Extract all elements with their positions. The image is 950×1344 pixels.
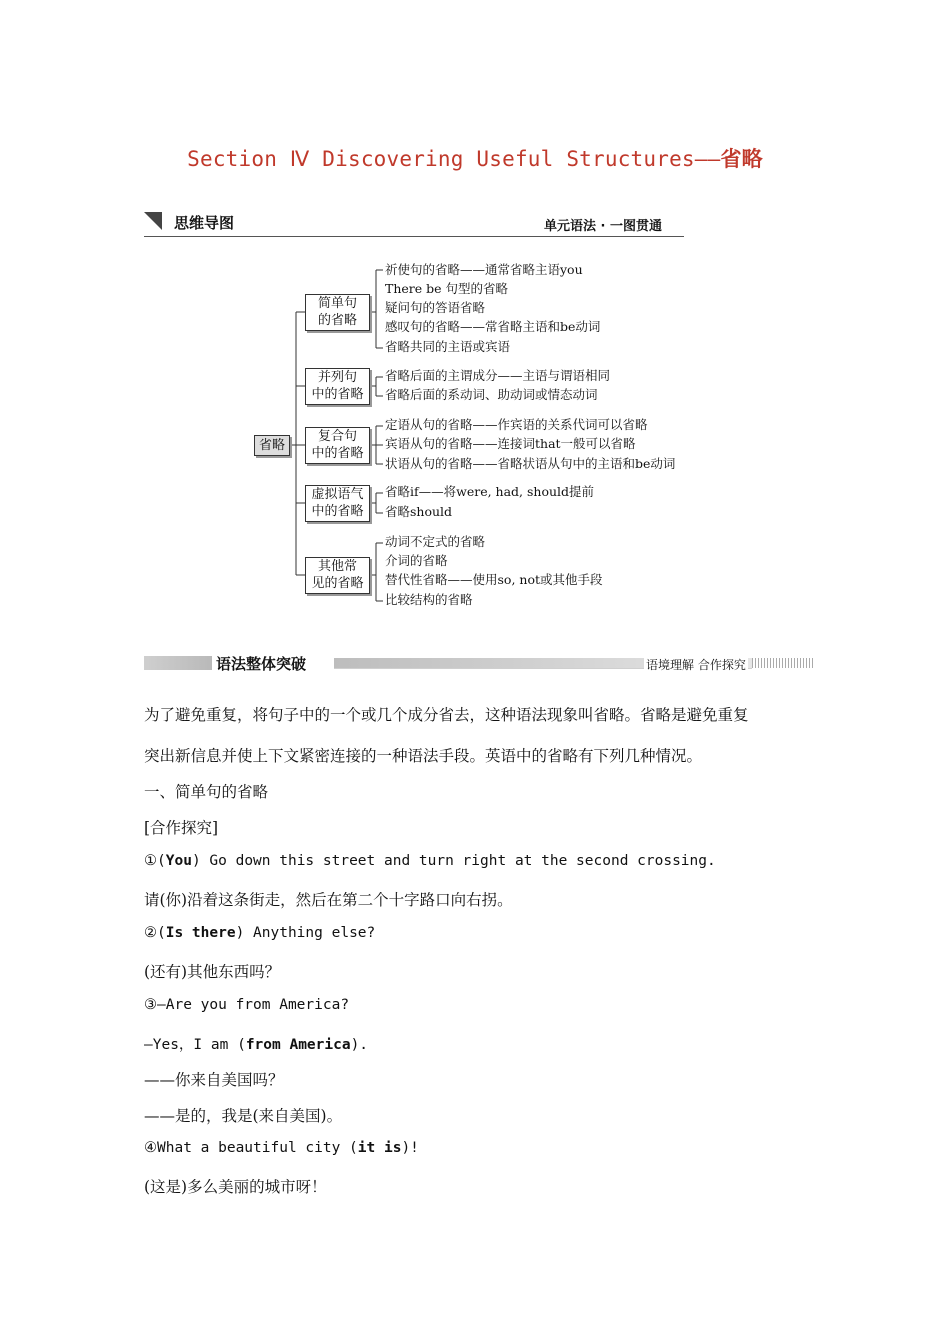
- leaf-item: 省略后面的系动词、助动词或情态动词: [385, 387, 598, 402]
- omitted-part: it is: [357, 1140, 402, 1156]
- example-text: ) Go down this street and turn right at the second crossing.: [191, 853, 716, 869]
- intro-line-2: 突出新信息并使上下文紧密连接的一种语法手段。英语中的省略有下列几种情况。: [144, 747, 703, 765]
- branch-label-line2: 的省略: [317, 313, 357, 328]
- leaf-item: 祈使句的省略——通常省略主语you: [385, 262, 583, 277]
- grammar-header: [144, 654, 814, 674]
- section-heading: 一、简单句的省略: [144, 783, 269, 801]
- branch-compound-sentence: [305, 368, 370, 405]
- leaf-item: 替代性省略——使用so, not或其他手段: [385, 572, 603, 587]
- leaf-item: 状语从句的省略——省略状语从句中的主语和be动词: [385, 456, 676, 471]
- grammar-header-label: 语法整体突破: [216, 655, 307, 673]
- leaf-item: 比较结构的省略: [385, 592, 473, 607]
- mindmap-header-label: 思维导图: [174, 214, 235, 232]
- omitted-part: Is there: [165, 925, 236, 941]
- branch-label-line2: 中的省略: [311, 446, 364, 461]
- branch-label-line2: 见的省略: [311, 576, 364, 591]
- branch-label-line2: 中的省略: [311, 504, 364, 519]
- omitted-part: You: [165, 853, 192, 869]
- branch-other: [305, 557, 370, 594]
- title-chinese: 省略: [720, 147, 763, 171]
- example-text: )!: [401, 1140, 419, 1156]
- intro-line-1: 为了避免重复，将句子中的一个或几个成分省去，这种语法现象叫省略。省略是避免重复: [144, 706, 749, 724]
- example-4-translation: (这是)多么美丽的城市呀！: [144, 1178, 327, 1196]
- example-1-translation: 请(你)沿着这条街走，然后在第二个十字路口向右拐。: [144, 891, 513, 909]
- leaf-item: 疑问句的答语省略: [385, 300, 486, 315]
- example-1: [144, 853, 716, 869]
- branch-label-line1: 虚拟语气: [311, 487, 364, 502]
- leaf-item: There be 句型的省略: [385, 281, 509, 296]
- leaf-item: 省略共同的主语或宾语: [385, 339, 511, 354]
- example-text: —Yes，I am (: [144, 1037, 246, 1053]
- branch-label-line1: 复合句: [317, 429, 357, 444]
- leaf-item: 省略后面的主谓成分——主语与谓语相同: [385, 368, 611, 383]
- leaf-item: 省略if——将were, had, should提前: [385, 484, 595, 499]
- branch-complex-sentence: [305, 427, 370, 464]
- branch-label-line1: 其他常: [317, 559, 357, 574]
- example-3-answer: [144, 1033, 368, 1054]
- example-text: ) Anything else?: [235, 925, 376, 941]
- branch-simple-sentence: [305, 294, 370, 331]
- header-stripes: [752, 658, 814, 668]
- mindmap-header-subtitle: 单元语法 · 一图贯通: [544, 219, 662, 234]
- title-english: Section Ⅳ Discovering Useful Structures——: [187, 147, 721, 171]
- example-text: ).: [350, 1037, 369, 1053]
- leaf-item: 省略should: [385, 504, 453, 519]
- example-2-translation: (还有)其他东西吗？: [144, 963, 281, 981]
- example-4: [144, 1140, 419, 1156]
- branch-label-line2: 中的省略: [311, 387, 364, 402]
- example-3-question: ③—Are you from America?: [144, 997, 350, 1013]
- example-2: [144, 925, 375, 941]
- leaf-item: 介词的省略: [385, 553, 448, 568]
- example-num: ①(: [144, 853, 166, 869]
- omitted-part: from America: [245, 1037, 351, 1053]
- branch-label-line1: 并列句: [317, 370, 357, 385]
- example-3-translation-2: ——是的，我是(来自美国)。: [144, 1107, 343, 1125]
- mindmap-root: 省略: [254, 435, 290, 456]
- example-3-translation-1: ——你来自美国吗？: [144, 1071, 284, 1089]
- leaf-item: 定语从句的省略——作宾语的关系代词可以省略: [385, 417, 648, 432]
- leaf-item: 动词不定式的省略: [385, 534, 486, 549]
- example-text: ④What a beautiful city (: [144, 1140, 358, 1156]
- leaf-item: 感叹句的省略——常省略主语和be动词: [385, 319, 601, 334]
- cooperative-inquiry-label: [合作探究]: [144, 819, 219, 837]
- branch-subjunctive: [305, 485, 370, 522]
- example-num: ②(: [144, 925, 166, 941]
- grammar-header-subtitle: 语境理解 合作探究: [646, 658, 746, 672]
- leaf-item: 宾语从句的省略——连接词that一般可以省略: [385, 436, 636, 451]
- branch-label-line1: 简单句: [317, 296, 357, 311]
- header-bar-left: [144, 656, 212, 670]
